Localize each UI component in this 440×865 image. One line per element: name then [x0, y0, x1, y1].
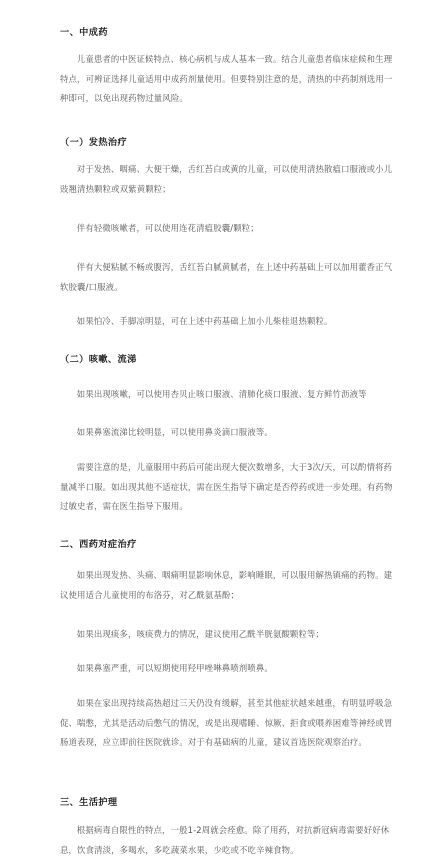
paragraph-fever-2: 伴有轻微咳嗽者，可以使用连花清瘟胶囊/颗粒；: [76, 223, 259, 233]
section-heading-life-care: 三、生活护理: [60, 797, 118, 808]
subsection-heading-fever: （一）发热治疗: [60, 137, 128, 148]
paragraph-western-1: 如果出现发热、头痛、咽痛明显影响休息，影响睡眠，可以服用解热镇痛的药物。建议使用适合儿童使用的布洛芬，对乙酰氨基酚；: [60, 570, 393, 600]
paragraph-life-care: 根据病毒自限性的特点，一般1-2周就会痊愈。除了用药，对抗新冠病毒需要好好休息，饮食清淡，多喝水，多吃蔬菜水果，少吃或不吃辛辣食物。: [60, 825, 390, 855]
paragraph-cough-1: 如果出现咳嗽，可以使用杏贝止咳口服液、清肺化痰口服液、复方鲜竹沥液等: [76, 389, 367, 399]
paragraph-western-warning: 如果在家出现持续高热超过三天仍没有缓解，甚至其他症状越来越重，有明显呼吸急促、喘憋，尤其是活动后憋气的情况，或是出现嗜睡、惊厥、拒食或喂养困难等神经或胃肠道表现，应立即前往医院就诊。对于有基础病的儿童，建议首选医院观察治疗。: [60, 698, 393, 747]
paragraph-fever-1: 对于发热、咽痛、大便干燥，舌红苔白或黄的儿童，可以使用清热散瘟口服液或小儿豉翘清热颗粒或双紫黄颗粒；: [60, 164, 393, 194]
section-heading-chinese-medicine: 一、中成药: [60, 27, 108, 38]
section-heading-western-medicine: 二、西药对症治疗: [60, 539, 137, 550]
paragraph-cough-note: 需要注意的是，儿童服用中药后可能出现大便次数增多，大于3次/天，可以酌情将药量减半口服。如出现其他不适症状，需在医生指导下确定是否停药或进一步处理。有药物过敏史者，需在医生指导下服用。: [60, 462, 393, 511]
paragraph-western-3: 如果鼻塞严重，可以短期使用羟甲唑啉鼻喷剂喷鼻。: [76, 663, 273, 673]
paragraph-intro: 儿童患者的中医证候特点、核心病机与成人基本一致。结合儿童患者临床症候和生理特点，可辨证选择儿童适用中成药剂量使用。但要特别注意的是，清热的中药制剂选用一种即可，以免出现药物过量风险。: [60, 54, 393, 103]
paragraph-western-2: 如果出现痰多，咳痰费力的情况，建议使用乙酰半胱氨酸颗粒等；: [76, 629, 325, 639]
paragraph-cough-2: 如果鼻塞流涕比较明显，可以使用鼻炎滴口服液等。: [76, 427, 273, 437]
paragraph-fever-3: 伴有大便粘腻不畅或腹泻，舌红苔白腻黄腻者，在上述中药基础上可以加用藿香正气软胶囊/口服液。: [60, 262, 393, 292]
paragraph-fever-4: 如果怕冷、手脚凉明显，可在上述中药基础上加小儿柴桂退热颗粒。: [76, 316, 333, 326]
subsection-heading-cough: （二）咳嗽、流涕: [60, 354, 137, 365]
